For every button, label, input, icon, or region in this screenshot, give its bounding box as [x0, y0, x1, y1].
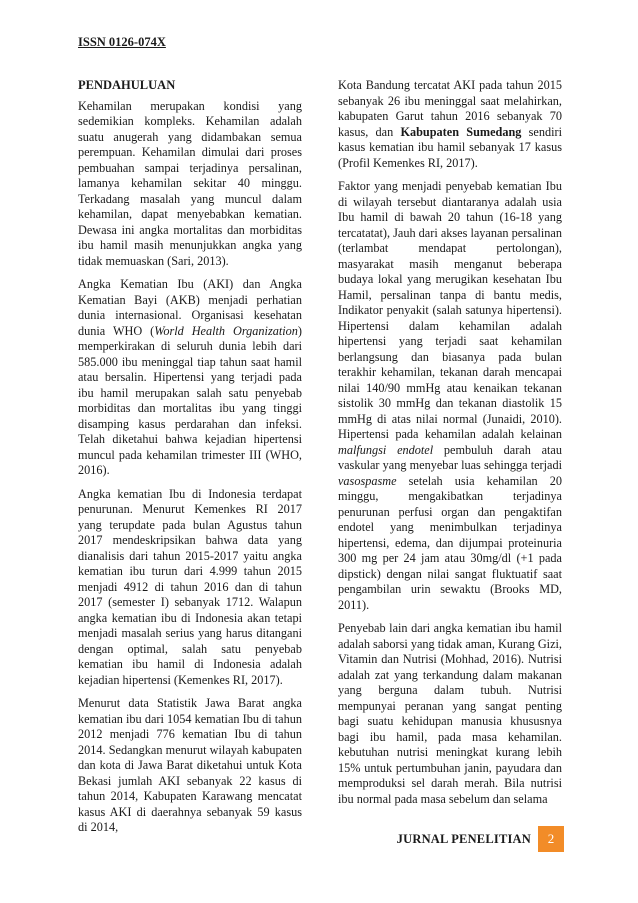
paragraph [338, 179, 562, 613]
paragraph [78, 99, 302, 270]
left-paragraphs [78, 99, 302, 836]
text-run: Kota Bandung tercatat AKI pada tahun 2015 sebanyak 26 ibu meninggal saat melahirkan, kabupaten Garut tahun 2016 sebanyak 70 kasus, dan [338, 78, 562, 139]
text-run: Angka kematian Ibu di Indonesia terdapat penurunan. Menurut Kemenkes RI 2017 yang terupdate pada bulan Agustus tahun 2017 mendeskripsikan bahwa data yang dianalisis dari tahun 2015-2017 yaitu angka kematian ibu turun dari 4.999 tahun 2015 menjadi 4912 di tahun 2016 dan di tahun 2017 (semester I) sebanyak 1712. Walapun angka kematian ibu di Indonesia akan tetapi menjadi masalah serius yang harus ditangani dengan optimal, salah satu penyebab kematian ibu hamil di Indonesia adalah kejadian hipertensi (Kemenkes RI, 2017). [78, 486, 302, 687]
right-column [338, 78, 562, 815]
text-run: Kehamilan merupakan kondisi yang sedemikian kompleks. Kehamilan adalah suatu anugerah yang didambakan semua perempuan. Kehamilan dimulai dari proses pembuahan sampai terjadinya persalinan, lamanya kehamilan sekitar 40 minggu. Terkadang masalah yang muncul dalam kehamilan, dapat menyebabkan kematian. Dewasa ini angka mortalitas dan morbiditas ibu hamil masih menunjukkan angka yang tidak memuaskan (Sari, 2013). [78, 98, 302, 268]
paragraph [338, 78, 562, 171]
paragraph [78, 696, 302, 836]
issn-header: ISSN 0126-074X [78, 35, 166, 49]
text-run: Faktor yang menjadi penyebab kematian Ibu di wilayah tersebut diantaranya adalah usia Ibu hamil di bawah 20 tahun (16-18 yang tercatatat), Jauh dari akses layanan persalinan (terlambat mendapat pertolongan), masyarakat masih menganut beberapa budaya lokal yang merugikan kesehatan Ibu Hamil, persalinan tanpa di bantu medis, Indikator penyakit (salah satunya hipertensi). Hipertensi dalam kehamilan adalah hipertensi yang terjadi saat kehamilan berlangsung dan biasanya pada bulan terakhir kehamilan, tekanan darah mencapai nilai 140/90 mmHg atau kenaikan tekanan sistolik 30 mmHg dan tekanan diastolik 15 mmHg di atas nilai normal (Junaidi, 2010). Hipertensi pada kehamilan adalah kelainan [338, 179, 562, 441]
paragraph [78, 277, 302, 479]
text-run: Penyebab lain dari angka kematian ibu hamil adalah saborsi yang tidak aman, Kurang Gizi, Vitamin dan Nutrisi (Mohhad, 2016). Nutrisi adalah zat yang terkandung dalam makanan yang berguna dalam tubuh. Nutrisi mempunyai peranan yang sangat penting bagi suatu kehidupan manusia khususnya bagi ibu hamil, pada masa kehamilan. kebutuhan nutrisi meningkat kurang lebih 15% untuk pertumbuhan janin, payudara dan memproduksi sel darah merah. Bila nutrisi ibu normal pada masa sebelum dan selama [338, 621, 562, 806]
text-run: Menurut data Statistik Jawa Barat angka kematian ibu dari 1054 kematian Ibu di tahun 2012 menjadi 776 kematian Ibu di tahun 2014. Sedangkan menurut wilayah kabupaten dan kota di Jawa Barat diketahui untuk Kota Bekasi jumlah AKI sebanyak 22 kasus di tahun 2014, Kabupaten Karawang mencatat kasus AKI di daerahnya sebanyak 59 kasus di 2014, [78, 696, 302, 834]
text-run: setelah usia kehamilan 20 minggu, mengakibatkan terjadinya penurunan perfusi organ dan pengaktifan endotel yang menimbulkan terjadinya hipertensi, edema, dan dijumpai proteinuria 300 mg per 24 jam atau 30mg/dl (+1 pada dipstick) dengan nilai sangat fluktuatif saat pengambilan urin sewaktu (Brooks MD, 2011). [338, 473, 562, 612]
italic-term: malfungsi endotel [338, 442, 434, 457]
text-run: sendiri kasus kematian ibu hamil sebanyak 17 kasus (Profil Kemenkes RI, 2017). [338, 124, 562, 170]
right-paragraphs [338, 78, 562, 807]
text-run: pembuluh darah atau vaskular yang menyebar luas sehingga terjadi [338, 442, 562, 472]
italic-term: vasospasme [338, 473, 397, 488]
bold-term: Kabupaten Sumedang [400, 124, 522, 139]
page-number-badge: 2 [538, 826, 564, 852]
italic-term: World Health Organization [154, 323, 298, 338]
paragraph [78, 487, 302, 689]
left-column [78, 78, 302, 844]
section-heading: PENDAHULUAN [78, 78, 176, 92]
page-footer [392, 826, 564, 852]
text-run: ) memperkirakan di seluruh dunia lebih dari 585.000 ibu meninggal tiap tahun saat hamil atau bersalin. Hipertensi yang terjadi pada ibu hamil merupakan salah satu penyebab morbiditas dan mortalitas ibu yang tinggi disamping kasus perdarahan dan infeksi. Telah diketahui bahwa kejadian hipertensi muncul pada kehamilan trimester III (WHO, 2016). [78, 323, 302, 477]
text-run: Angka Kematian Ibu (AKI) dan Angka Kematian Bayi (AKB) menjadi perhatian dunia internasional. Organisasi kesehatan dunia WHO ( [78, 277, 302, 338]
paragraph [338, 621, 562, 807]
journal-title: JURNAL PENELITIAN [396, 831, 531, 846]
